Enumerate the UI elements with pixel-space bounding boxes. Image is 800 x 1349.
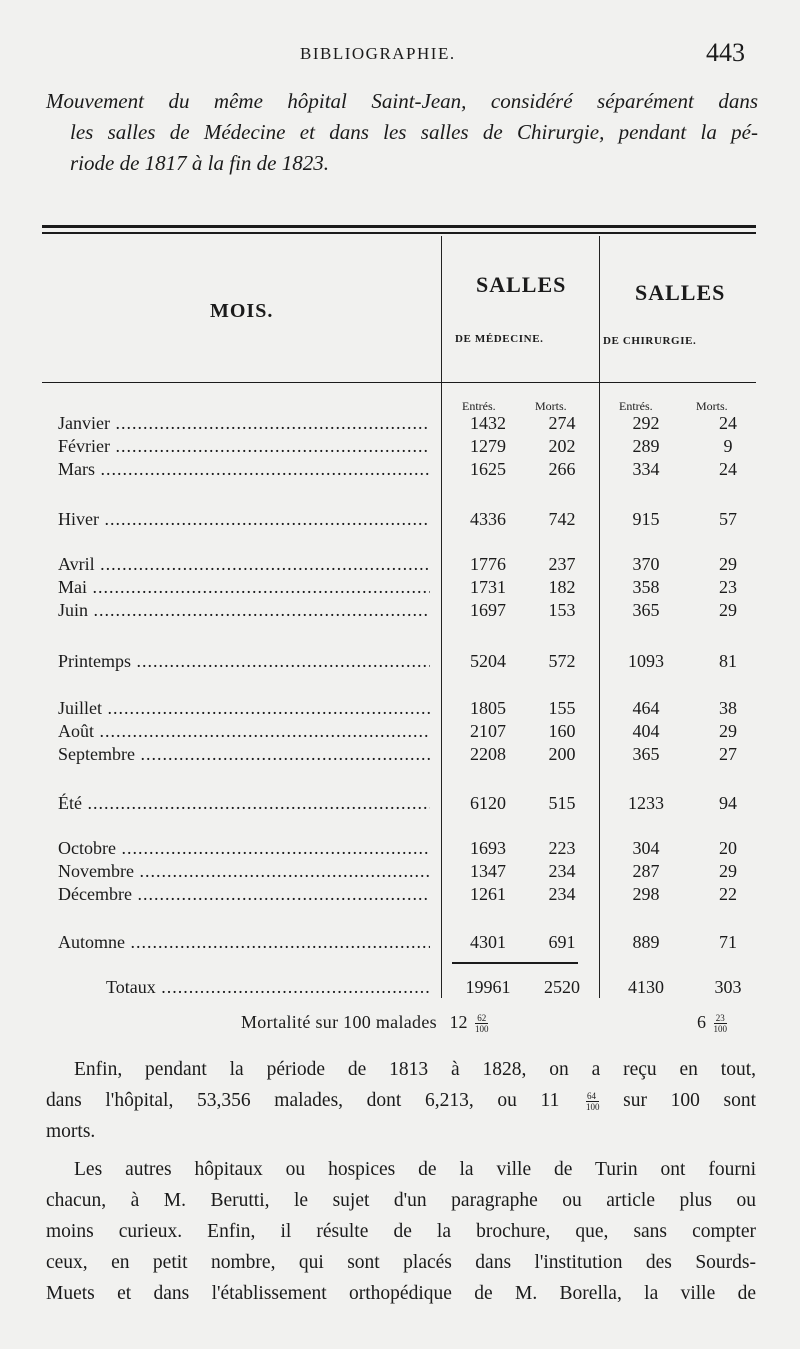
cell-med-morts: 274 <box>548 413 576 433</box>
mortalite-line <box>241 1012 488 1034</box>
cell-chir-morts: 23 <box>719 577 737 597</box>
cell-chir-morts: 29 <box>719 600 737 620</box>
table-top-rule <box>42 232 756 234</box>
cell-med-morts: 572 <box>548 651 576 671</box>
cell-chir-morts: 29 <box>719 721 737 741</box>
cell-chir-entres: 889 <box>632 932 660 952</box>
subheader-entres-medecine: Entrés. <box>462 399 496 413</box>
row-label: Septembre ..... <box>58 743 430 765</box>
column-divider <box>441 236 442 998</box>
cell-chir-entres: 370 <box>632 554 660 574</box>
row-label: Automne ..... <box>58 931 430 953</box>
paragraph-line: dans l'hôpital, 53,356 malades, dont 6,213, ou 11 $\frac{64}{100}$ sur 100 sont <box>46 1090 757 1113</box>
row-label: Décembre ..... <box>58 883 430 905</box>
cell-chir-entres: 298 <box>632 884 660 904</box>
caption-line: riode de 1817 à la fin de 1823. <box>70 151 329 175</box>
cell-chir-morts: 303 <box>714 977 742 997</box>
cell-med-morts: 202 <box>548 436 576 456</box>
cell-med-entres: 1625 <box>470 459 506 479</box>
paragraph-line: Muets et dans l'établissement orthopédique de M. Borella, la ville de <box>46 1283 756 1304</box>
column-header-mois: MOIS. <box>210 300 274 322</box>
paragraph-2 <box>46 1154 756 1309</box>
mortalite-med-fraction: $\frac{62}{100}$ <box>474 1013 489 1035</box>
cell-chir-morts: 22 <box>719 884 737 904</box>
cell-med-entres: 4301 <box>470 932 506 952</box>
row-label: Novembre ..... <box>58 860 430 882</box>
cell-med-morts: 2520 <box>544 977 580 997</box>
cell-med-entres: 2107 <box>470 721 506 741</box>
table-top-rule <box>42 225 756 228</box>
cell-med-morts: 155 <box>548 698 576 718</box>
cell-chir-entres: 1233 <box>628 793 664 813</box>
cell-chir-entres: 287 <box>632 861 660 881</box>
cell-chir-entres: 1093 <box>628 651 664 671</box>
cell-chir-entres: 292 <box>632 413 660 433</box>
cell-med-entres: 6120 <box>470 793 506 813</box>
header-rule <box>42 382 756 383</box>
cell-med-entres: 1693 <box>470 838 506 858</box>
row-label: Printemps ..... <box>58 650 430 672</box>
cell-med-morts: 515 <box>548 793 576 813</box>
cell-med-morts: 266 <box>548 459 576 479</box>
cell-med-entres: 1347 <box>470 861 506 881</box>
cell-chir-morts: 57 <box>719 509 737 529</box>
row-label: Totaux ..... <box>106 976 430 998</box>
cell-med-entres: 4336 <box>470 509 506 529</box>
cell-chir-entres: 334 <box>632 459 660 479</box>
paragraph-1 <box>46 1054 756 1147</box>
row-label: Avril ..... <box>58 553 430 575</box>
row-label: Mai ..... <box>58 576 430 598</box>
subheader-morts-medecine: Morts. <box>535 399 567 413</box>
mortalite-med-whole: 12 <box>449 1012 468 1032</box>
paragraph-line: ceux, en petit nombre, qui sont placés dans l'institution des Sourds- <box>46 1252 756 1273</box>
cell-med-morts: 160 <box>548 721 576 741</box>
cell-med-entres: 1279 <box>470 436 506 456</box>
row-label: Hiver ..... <box>58 508 430 530</box>
cell-chir-entres: 4130 <box>628 977 664 997</box>
mortalite-chir-whole: 6 <box>697 1012 706 1032</box>
running-head: BIBLIOGRAPHIE. <box>300 44 456 63</box>
cell-med-morts: 234 <box>548 884 576 904</box>
cell-med-morts: 153 <box>548 600 576 620</box>
cell-chir-entres: 915 <box>632 509 660 529</box>
mortalite-label: Mortalité sur 100 malades <box>241 1012 437 1032</box>
page-number: 443 <box>706 38 745 67</box>
row-label: Été ..... <box>58 792 430 814</box>
cell-chir-morts: 29 <box>719 861 737 881</box>
column-header-salles-chirurgie: SALLES <box>635 280 726 305</box>
subheader-morts-chirurgie: Morts. <box>696 399 728 413</box>
row-label: Juillet ..... <box>58 697 430 719</box>
cell-med-morts: 223 <box>548 838 576 858</box>
cell-med-entres: 2208 <box>470 744 506 764</box>
cell-chir-morts: 81 <box>719 651 737 671</box>
cell-chir-morts: 38 <box>719 698 737 718</box>
row-label: Octobre ..... <box>58 837 430 859</box>
cell-med-morts: 742 <box>548 509 576 529</box>
caption-line: les salles de Médecine et dans les salles de Chirurgie, pendant la pé- <box>70 120 758 144</box>
row-label: Janvier ..... <box>58 412 430 434</box>
cell-med-entres: 1432 <box>470 413 506 433</box>
row-label: Juin ..... <box>58 599 430 621</box>
paragraph-line: Enfin, pendant la période de 1813 à 1828, on a reçu en tout, <box>74 1059 756 1080</box>
cell-med-morts: 691 <box>548 932 576 952</box>
paragraph-line: morts. <box>46 1121 96 1142</box>
cell-med-entres: 1731 <box>470 577 506 597</box>
cell-chir-morts: 9 <box>723 436 733 456</box>
subheader-entres-chirurgie: Entrés. <box>619 399 653 413</box>
cell-med-entres: 5204 <box>470 651 506 671</box>
sum-rule <box>452 962 578 964</box>
column-subheader-chirurgie: DE CHIRURGIE. <box>603 335 697 347</box>
column-subheader-medecine: DE MÉDECINE. <box>455 333 544 345</box>
cell-med-entres: 1697 <box>470 600 506 620</box>
mortalite-chir-fraction: $\frac{23}{100}$ <box>713 1013 727 1035</box>
cell-chir-morts: 94 <box>719 793 737 813</box>
row-label: Février ..... <box>58 435 430 457</box>
inline-fraction: $\frac{64}{100}$ <box>585 1091 600 1113</box>
cell-chir-morts: 24 <box>719 413 737 433</box>
cell-chir-entres: 304 <box>632 838 660 858</box>
cell-med-morts: 200 <box>548 744 576 764</box>
cell-chir-entres: 365 <box>632 744 660 764</box>
cell-med-entres: 1261 <box>470 884 506 904</box>
cell-chir-entres: 404 <box>632 721 660 741</box>
paragraph-line: moins curieux. Enfin, il résulte de la brochure, que, sans compter <box>46 1221 756 1242</box>
row-label: Mars ..... <box>58 458 430 480</box>
mortalite-chir <box>697 1012 727 1034</box>
cell-chir-entres: 365 <box>632 600 660 620</box>
cell-chir-entres: 464 <box>632 698 660 718</box>
cell-chir-morts: 27 <box>719 744 737 764</box>
cell-med-morts: 234 <box>548 861 576 881</box>
cell-chir-morts: 29 <box>719 554 737 574</box>
cell-chir-morts: 24 <box>719 459 737 479</box>
paragraph-line: chacun, à M. Berutti, le sujet d'un paragraphe ou article plus ou <box>46 1190 756 1211</box>
cell-med-morts: 182 <box>548 577 576 597</box>
caption-line: Mouvement du même hôpital Saint-Jean, considéré séparément dans <box>46 89 758 113</box>
cell-med-entres: 19961 <box>465 977 511 997</box>
cell-chir-morts: 71 <box>719 932 737 952</box>
cell-med-entres: 1805 <box>470 698 506 718</box>
cell-chir-entres: 358 <box>632 577 660 597</box>
cell-chir-morts: 20 <box>719 838 737 858</box>
table-caption <box>46 86 758 179</box>
row-label: Août ..... <box>58 720 430 742</box>
cell-med-morts: 237 <box>548 554 576 574</box>
cell-med-entres: 1776 <box>470 554 506 574</box>
cell-chir-entres: 289 <box>632 436 660 456</box>
paragraph-line: Les autres hôpitaux ou hospices de la ville de Turin ont fourni <box>74 1159 756 1180</box>
column-header-salles-medecine: SALLES <box>476 272 567 297</box>
